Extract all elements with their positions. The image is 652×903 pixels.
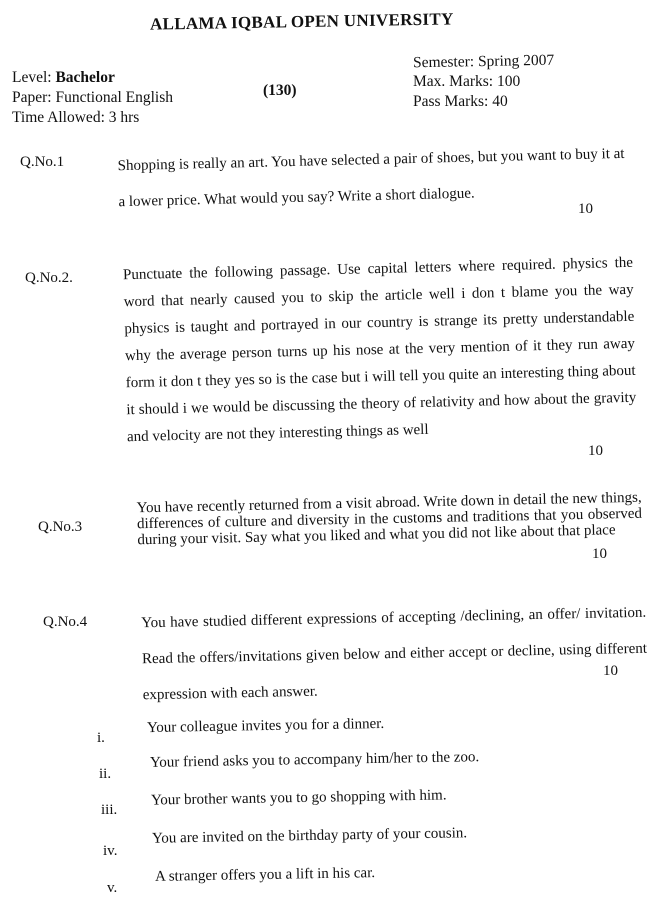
list-item: You are invited on the birthday party of your cousin. [151, 825, 468, 847]
list-item: Your colleague invites you for a dinner. [146, 715, 385, 737]
question-marks: 10 [603, 663, 618, 679]
question-text: You have recently returned from a visit abroad. Write down in detail the new things, differences of culture and diversity in the customs and traditions that you observed during your visit. Say what you liked and what you did not like about that place [136, 489, 643, 549]
question-text: You have studied different expressions of accepting /declining, an offer/ invitation. Read the offers/invitations given below and either accept or decline, using different expression with each answer. [141, 604, 648, 704]
level-value: Bachelor [55, 69, 115, 86]
question-number: Q.No.4 [43, 614, 88, 630]
pass-marks: Pass Marks: 40 [413, 93, 508, 110]
list-item: Your brother wants you to go shopping with him. [150, 787, 447, 809]
semester: Semester: Spring 2007 [412, 51, 555, 72]
item-numeral: iii. [101, 802, 118, 818]
item-numeral: v. [107, 880, 118, 896]
level-line [12, 68, 115, 88]
list-item: Your friend asks you to accompany him/her to the zoo. [149, 749, 480, 771]
question-text: Shopping is really an art. You have selected a pair of shoes, but you want to buy it at a lower price. What would you say? Write a short dialogue. [117, 145, 625, 211]
list-item: A stranger offers you a lift in his car. [154, 865, 376, 885]
item-numeral: iv. [103, 843, 118, 859]
item-numeral: i. [97, 730, 105, 746]
time-allowed: Time Allowed: 3 hrs [12, 109, 140, 126]
question-number: Q.No.3 [38, 519, 83, 535]
question-marks: 10 [578, 201, 593, 217]
question-marks: 10 [588, 443, 603, 459]
question-text: Punctuate the following passage. Use capital letters where required. physics the word that nearly caused you to skip the article well i don t blame you the way physics is taught and portrayed in our country is strange its pretty understandable why the average person turns up his nose at the very mention of it they run away form it don t they yes so is the case but i will tell you quite an interesting thing about it should i we would be discussing the theory of relativity and how about the gravity and velocity are not they interesting things as well [122, 254, 637, 446]
level-label: Level: [12, 69, 56, 86]
question-number: Q.No.2. [25, 270, 73, 286]
item-numeral: ii. [99, 766, 112, 782]
max-marks: Max. Marks: 100 [413, 73, 521, 90]
question-marks: 10 [592, 546, 607, 562]
question-number: Q.No.1 [20, 154, 65, 170]
paper-line: Paper: Functional English [12, 89, 174, 106]
paper-code: (130) [263, 82, 297, 99]
university-title: ALLAMA IQBAL OPEN UNIVERSITY [149, 9, 454, 34]
